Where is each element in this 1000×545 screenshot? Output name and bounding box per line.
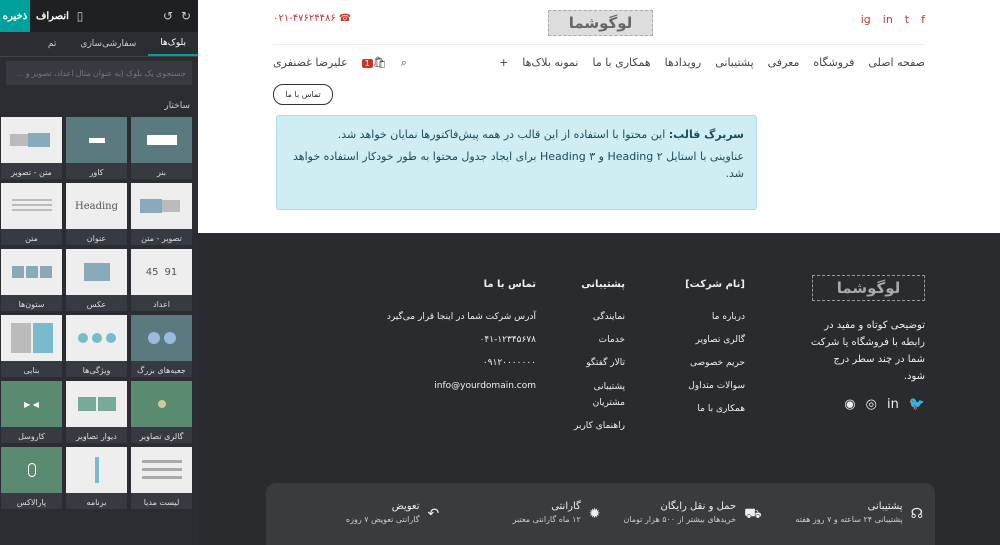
headset-icon: ☊ [910,506,923,522]
feature-shipping [601,501,762,527]
section-title: ساختار [164,101,190,111]
nav-item-about[interactable]: معرفی [767,56,800,69]
mobile-preview-icon[interactable]: ▯ [76,9,84,23]
block-label: کاور [89,168,104,177]
footer-brand [810,275,925,412]
linkedin-icon[interactable]: in [886,397,899,412]
block-photo[interactable] [66,249,127,311]
contact-button[interactable]: تماس با ما [273,84,333,105]
footer-logo[interactable]: لوگوشما [812,275,925,301]
discard-button[interactable]: انصراف [36,10,69,22]
add-icon[interactable]: + [499,56,509,69]
editor-toolbar [0,0,198,32]
feature-subtitle: ۱۲ ماه گارانتی معتبر [512,515,581,524]
feature-subtitle: خریدهای بیشتر از ۵۰۰ هزار تومان [623,515,737,524]
chevron-icon: ◀ ▶ [24,399,39,409]
block-thumbnail [1,381,62,427]
user-menu[interactable]: علیرضا غضنفری [273,56,348,69]
block-numbers[interactable] [131,249,192,311]
block-program[interactable] [66,447,127,509]
alert-text: این محتوا با استفاده از این قالب در همه پیش‌فاکتورها نمایان خواهد شد. [337,128,666,141]
block-image-text[interactable] [131,183,192,245]
block-label: تصویر - متن [141,234,182,243]
block-columns[interactable] [1,249,62,311]
nav-item-events[interactable]: رویدادها [664,56,702,69]
footer-col-title: تماس با ما [483,279,536,290]
footer-link[interactable]: همکاری با ما [697,404,745,414]
facebook-icon[interactable]: f [921,13,925,26]
footer-col-company [685,273,745,421]
footer-link[interactable]: درباره ما [711,312,745,322]
phone-icon: ☎ [335,13,352,24]
site-logo[interactable]: لوگوشما [548,10,653,36]
block-thumbnail [131,183,192,229]
block-features[interactable] [66,315,127,377]
block-thumbnail [1,183,62,229]
block-thumbnail [1,315,62,361]
feature-subtitle: گارانتی تعویض ۷ روزه [345,515,420,524]
block-thumbnail [66,315,127,361]
block-title[interactable] [66,183,127,245]
feature-warranty [439,501,600,527]
footer-link[interactable]: خدمات [598,335,625,345]
block-text[interactable] [1,183,62,245]
feature-title: تعویض [391,501,420,512]
block-search-input[interactable] [6,61,192,85]
twitter-icon[interactable]: t [904,13,910,26]
footer-link[interactable]: گالری تصاویر [695,335,745,345]
block-label: جعبه‌های بزرگ [137,366,186,375]
feature-exchange [278,501,439,527]
site-footer [198,233,1000,545]
twitter-icon[interactable]: 🐦 [908,397,925,412]
website-preview [198,0,1000,233]
block-image-wall[interactable] [66,381,127,443]
template-header-alert [276,115,757,210]
block-thumbnail [1,249,62,295]
footer-address: آدرس شرکت شما در اینجا قرار می‌گیرد [386,312,536,322]
footer-link[interactable]: سوالات متداول [688,381,745,391]
block-parallax[interactable] [1,447,62,509]
block-cover[interactable] [66,117,127,179]
badge-icon: ✹ [588,506,601,522]
main-nav [273,44,925,124]
footer-col-support [565,273,625,438]
block-label: ویژگی‌ها [82,366,111,375]
phone-text: ۰۲۱-۴۷۶۲۴۴۸۶ [273,13,336,24]
truck-icon: ⛟ [744,506,762,522]
alert-line-1 [289,126,744,143]
footer-email[interactable]: info@yourdomain.com [434,381,536,391]
block-thumbnail [131,315,192,361]
tab-blocks[interactable]: بلوک‌ها [148,32,198,56]
block-thumbnail [131,117,192,163]
block-thumbnail [131,381,192,427]
block-media-list[interactable] [131,447,192,509]
nav-item-shop[interactable]: فروشگاه [813,56,855,69]
blocks-grid [0,117,198,509]
feature-subtitle: پشتیبانی ۲۴ ساعته و ۷ روز هفته [795,515,903,524]
alert-line-2: عناوینی با استایل Heading ۲ و Heading ۳ برای ایجاد جدول محتوا به طور خودکار استفاده خواهد شد. [293,150,744,180]
heading-thumb-text: Heading [74,200,119,212]
footer-col-title: [نام شرکت] [685,279,745,290]
user-area [273,56,407,70]
redo-icon[interactable]: ↻ [180,9,192,23]
block-label: عکس [86,300,107,309]
phone-number[interactable] [273,13,351,24]
cart-icon[interactable]: 🛍1 [362,56,387,70]
footer-link[interactable]: پشتیبانی مشتریان [592,382,625,408]
nav-item-support[interactable]: پشتیبانی [715,56,754,69]
nav-item-home[interactable]: صفحه اصلی [868,56,925,69]
block-thumbnail [66,117,127,163]
editor-panel [0,0,198,545]
block-thumbnail [66,447,127,493]
footer-mobile[interactable]: ۰۹۱۲۰۰۰۰۰۰۰ [482,358,536,368]
alert-title: سربرگ قالب: [668,128,744,141]
footer-col-contact [376,273,536,398]
tab-customize[interactable]: سفارشی‌سازی [80,39,137,49]
block-label: متن - تصویر [11,168,52,177]
save-button[interactable]: ذخیره [0,0,30,32]
block-banner[interactable] [131,117,192,179]
number-thumb-text: 45 [145,266,159,278]
block-image-gallery[interactable] [131,381,192,443]
block-big-boxes[interactable] [131,315,192,377]
block-thumbnail [131,447,192,493]
nav-item-block-samples[interactable]: نمونه بلاک‌ها [522,56,579,69]
block-label: گالری تصاویر [139,432,184,441]
block-carousel[interactable] [1,381,62,443]
feature-title: گارانتی [551,501,581,512]
number-thumb-text: 91 [164,266,178,278]
top-bar [273,8,925,36]
instagram-icon[interactable]: ◎ [865,397,877,412]
return-icon: ↶ [427,506,440,522]
feature-support [762,501,923,527]
block-label: بنایی [23,366,40,375]
footer-social [810,397,925,412]
footer-link[interactable]: حریم خصوصی [689,358,745,368]
nav-item-careers[interactable]: همکاری با ما [592,56,651,69]
block-label: عنوان [86,234,107,243]
block-label: دیوار تصاویر [76,432,117,441]
block-text-image[interactable] [1,117,62,179]
tab-theme[interactable]: تم [47,39,57,49]
linkedin-icon[interactable]: in [882,13,893,26]
block-label: برنامه [86,498,107,507]
block-thumbnail [131,249,192,295]
feature-title: پشتیبانی [867,501,903,512]
footer-phone[interactable]: ۰۴۱-۱۲۳۴۵۶۷۸ [479,335,536,345]
editor-tabs [0,32,198,57]
block-label: ستون‌ها [18,300,45,309]
block-thumbnail [66,249,127,295]
block-thumbnail [66,381,127,427]
footer-col-title: پشتیبانی [581,279,625,290]
block-label: متن [25,234,38,243]
block-label: لیست مدیا [143,498,180,507]
undo-icon[interactable]: ↺ [162,9,174,23]
search-icon[interactable]: ⌕ [400,56,407,69]
block-label: بنر [156,168,167,177]
footer-link[interactable]: نمایندگی [592,312,625,322]
feature-bar [266,483,935,545]
github-icon[interactable]: ◉ [844,397,856,412]
feature-title: حمل و نقل رایگان [660,501,737,512]
footer-description: توضیحی کوتاه و مفید در رابطه با فروشگاه یا شرکت شما در چند سطر درج شود. [810,320,925,382]
block-label: کاروسل [18,432,45,441]
social-links [861,13,925,26]
block-thumbnail [66,183,127,229]
footer-link[interactable]: راهنمای کاربر [573,421,625,431]
block-label: پارالاکس [16,498,47,507]
block-thumbnail [1,117,62,163]
footer-link[interactable]: تالار گفتگو [586,358,625,368]
block-masonry[interactable] [1,315,62,377]
block-label: اعداد [153,300,170,309]
block-thumbnail [1,447,62,493]
cart-count-badge: 1 [362,59,373,68]
instagram-icon[interactable]: ig [860,13,871,26]
